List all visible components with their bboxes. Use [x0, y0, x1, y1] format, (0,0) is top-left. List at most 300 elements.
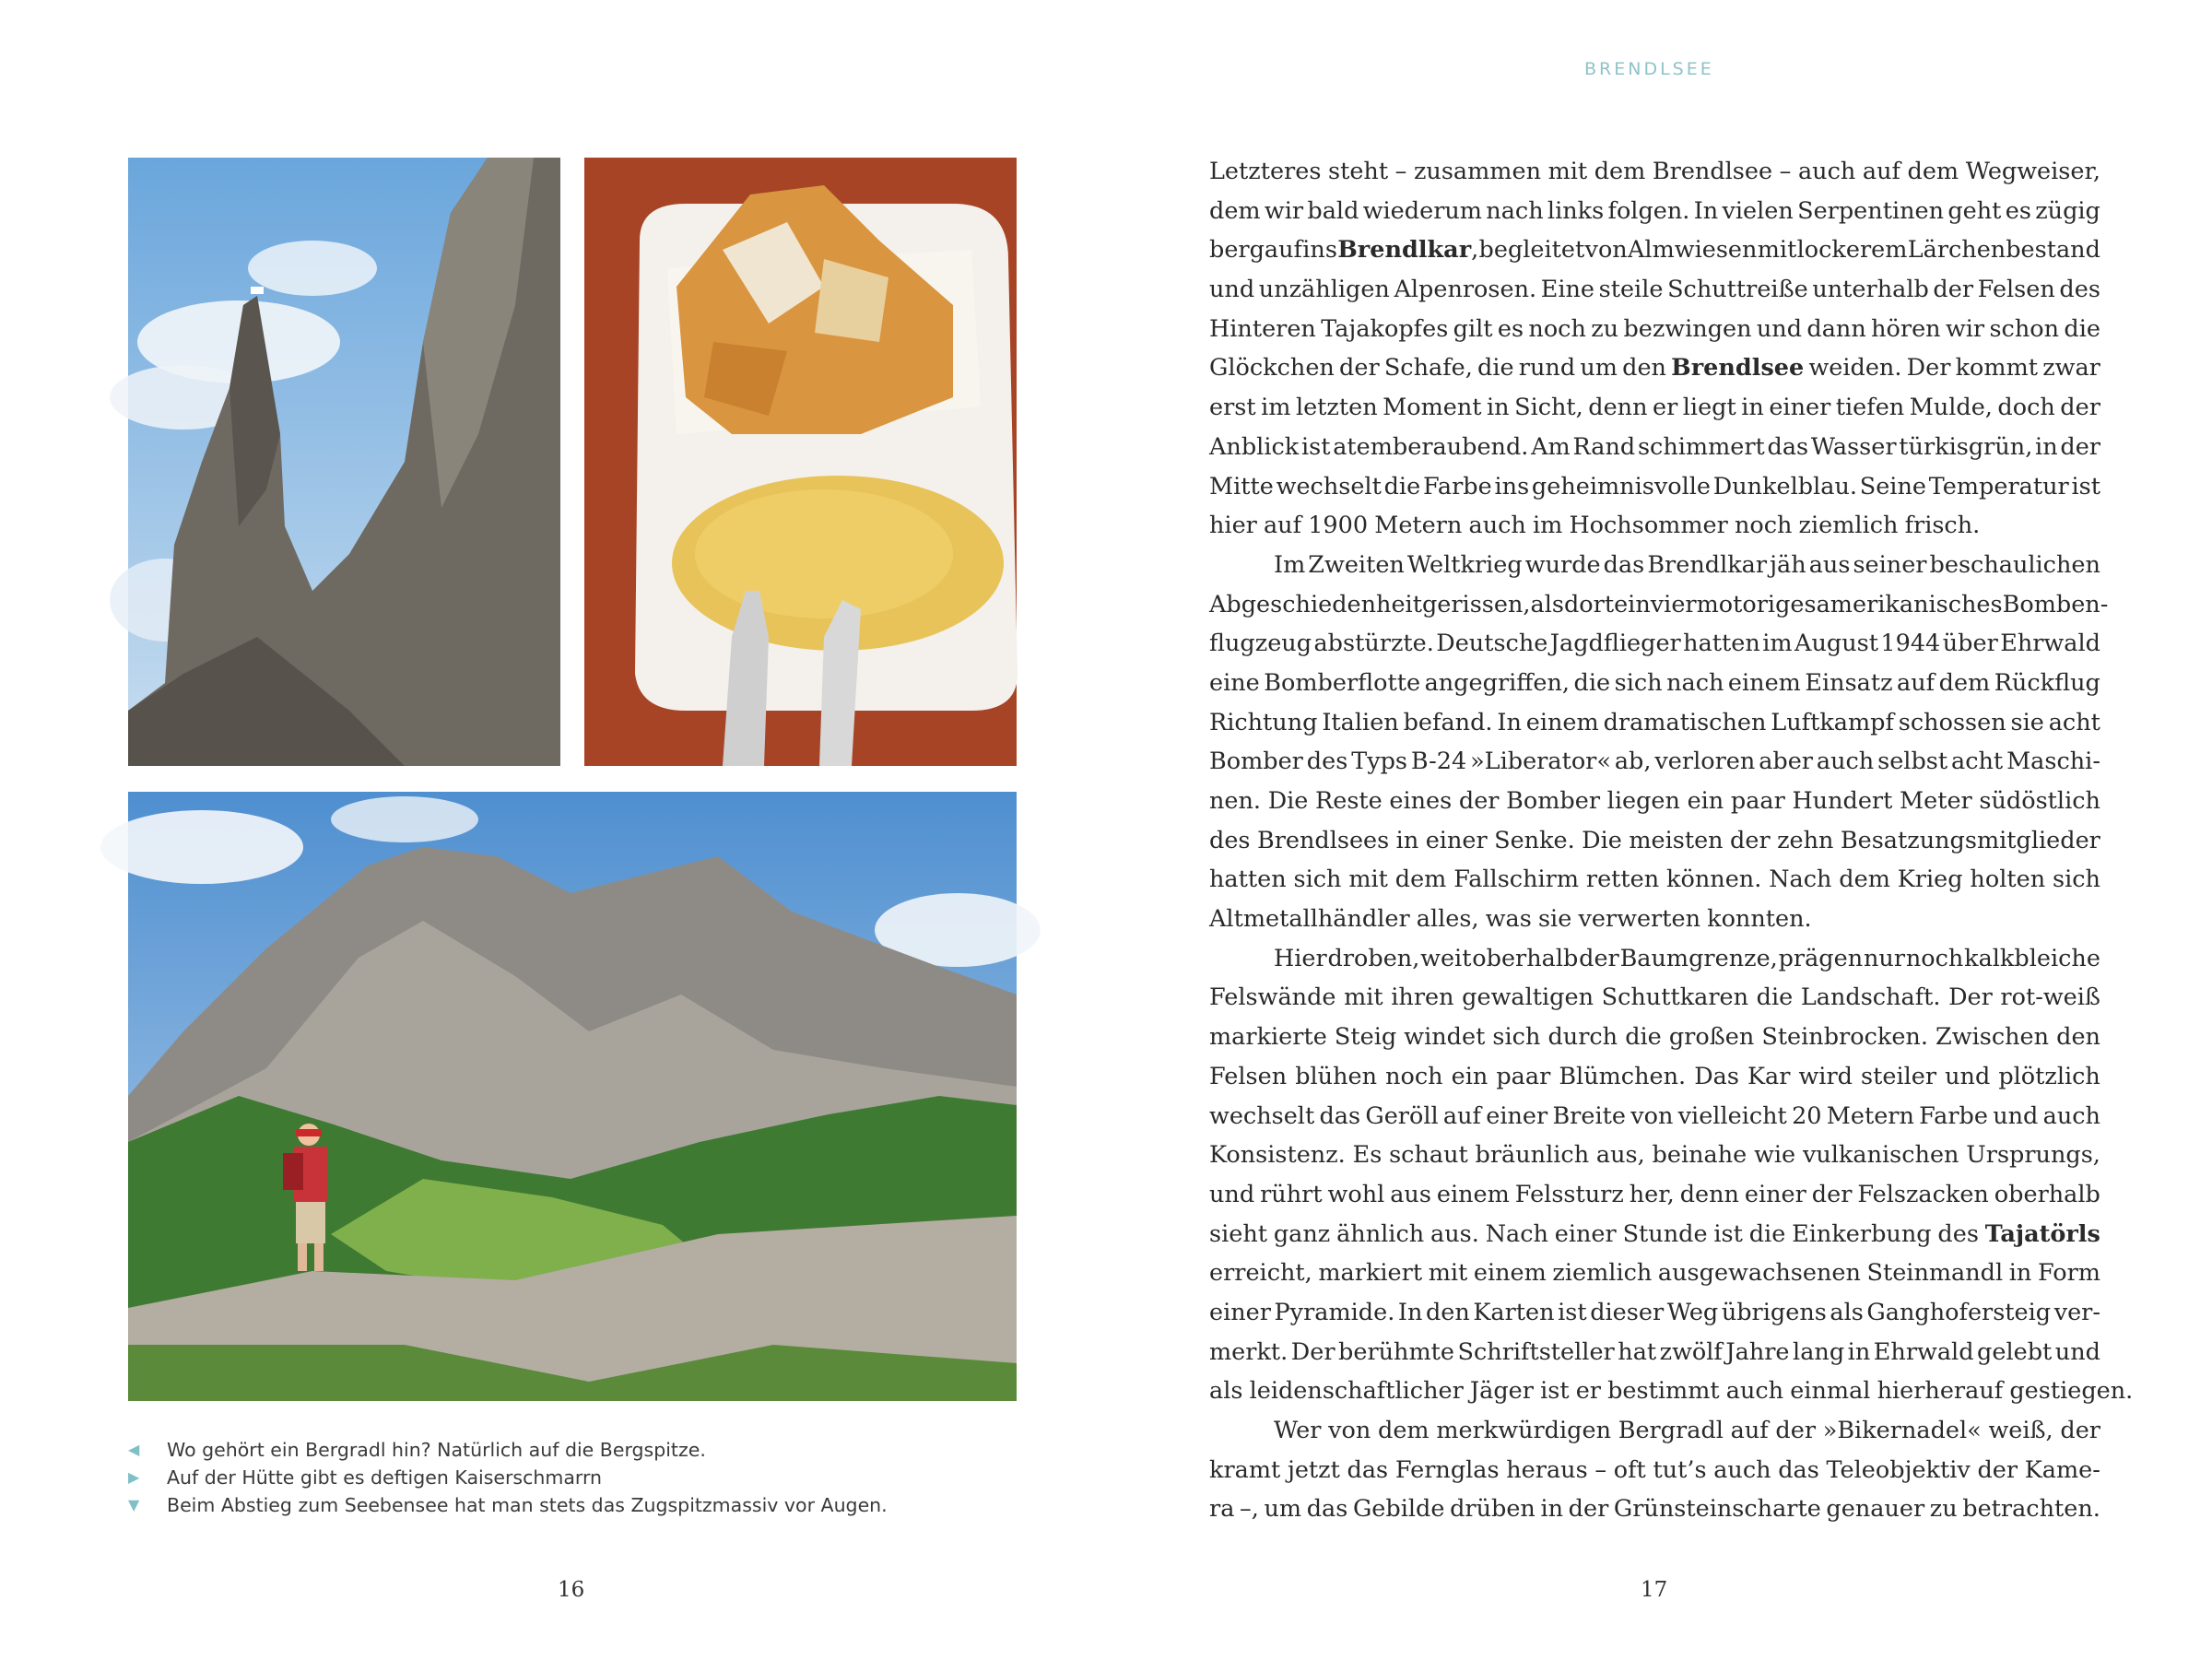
word: Jäger	[1469, 1377, 1534, 1406]
word: drüben	[1450, 1495, 1535, 1524]
word: Bomben-	[2002, 590, 2109, 618]
word: Brendlsee	[1652, 158, 1773, 185]
word: dieser	[1590, 1298, 1665, 1326]
word: ein	[1451, 1062, 1488, 1090]
word: berühmte	[1338, 1337, 1454, 1366]
word: nur	[1863, 944, 1906, 972]
rock-pinnacle-photo	[128, 158, 560, 766]
word: acht	[2048, 708, 2100, 736]
word: Geröll	[1365, 1101, 1439, 1130]
word: Nach	[1769, 865, 1832, 894]
word: angegriffen,	[1424, 668, 1571, 697]
word: Felssturz	[1514, 1180, 1624, 1208]
word: einem	[1436, 1180, 1510, 1208]
word: betrachten.	[1962, 1495, 2100, 1524]
word: ihren	[1391, 983, 1454, 1012]
word: schaut	[1389, 1141, 1468, 1170]
word: wechselt	[1209, 1101, 1315, 1130]
caption-text: Auf der Hütte gibt es deftigen Kaiserschmarrn	[167, 1466, 603, 1489]
word: in	[1847, 1337, 1871, 1366]
word: Italien	[1322, 708, 1399, 736]
word: zwölf	[1659, 1337, 1723, 1366]
word	[1337, 230, 1478, 270]
text-line	[1209, 1451, 2100, 1490]
word: Hundert	[1792, 787, 1893, 815]
word: wohl	[1327, 1180, 1385, 1208]
word: von	[1328, 1417, 1371, 1444]
word: Gebilde	[1352, 1495, 1445, 1524]
word: großen	[1668, 1023, 1755, 1052]
word: das	[1767, 432, 1809, 461]
word: Landschaft.	[1800, 983, 1941, 1012]
word: in	[1395, 826, 1419, 854]
body-text	[1209, 152, 2134, 1529]
word: verloren	[1654, 748, 1756, 776]
word: aus	[1390, 1180, 1431, 1208]
kaiserschmarrn-photo	[584, 158, 1017, 766]
word: markiert	[1318, 1259, 1423, 1288]
word: und	[1209, 1180, 1255, 1208]
word: kramt	[1209, 1455, 1281, 1484]
word: einem	[1727, 668, 1801, 697]
word: dem	[1839, 865, 1890, 894]
word: –	[1594, 1455, 1607, 1484]
word: der	[2060, 1417, 2100, 1444]
bold-term: Brendlsee	[1671, 354, 1805, 383]
text-line	[1209, 742, 2100, 782]
word: Schafe,	[1383, 354, 1473, 383]
word: Luftkampf	[1771, 708, 1894, 736]
word: ins	[1302, 236, 1337, 265]
caption-text: Wo gehört ein Bergradl hin? Natürlich auf die Bergspitze.	[167, 1439, 706, 1461]
word: und	[1945, 1062, 1991, 1090]
text-line	[1209, 585, 2109, 625]
word: Steinmandl	[1866, 1259, 2004, 1288]
word: Der	[1948, 983, 1993, 1012]
word: wie	[1754, 1141, 1796, 1170]
word: Der	[1290, 1337, 1335, 1366]
word: Jahre	[1725, 1337, 1790, 1366]
photo-captions	[128, 1436, 1031, 1519]
word: in	[2008, 1259, 2032, 1288]
word: das	[1319, 1101, 1361, 1130]
word: der	[1933, 276, 1974, 304]
text-line	[1209, 1333, 2100, 1372]
word: vulkanischen	[1802, 1141, 1959, 1170]
word: Felsen	[1977, 276, 2055, 304]
zugspitze-panorama-photo	[128, 792, 1017, 1401]
word: der	[1579, 944, 1619, 972]
word: es	[1497, 314, 1524, 343]
word: weit	[1420, 944, 1472, 972]
word: nen.	[1209, 787, 1262, 815]
word: unzähligen	[1258, 276, 1390, 304]
word: geheimnisvolle	[1531, 472, 1712, 500]
word: 1944	[1880, 630, 1941, 658]
word: erreicht,	[1209, 1259, 1312, 1288]
word: Eine	[1540, 276, 1595, 304]
text-line	[1209, 270, 2100, 310]
word: auf	[1730, 1417, 1769, 1444]
word: den	[1425, 1298, 1470, 1326]
word: noch	[1385, 1062, 1443, 1090]
word: den	[1622, 354, 1666, 383]
text-line	[1209, 1175, 2100, 1215]
word: ist	[1558, 1298, 1587, 1326]
word: Moment	[1382, 394, 1482, 422]
word: steile	[1598, 276, 1664, 304]
word: des	[2059, 276, 2100, 304]
text-line	[1209, 782, 2100, 821]
word: frisch.	[1904, 512, 1981, 540]
word: des	[1937, 1219, 1979, 1248]
word: Fernglas	[1394, 1455, 1500, 1484]
word: Am	[1531, 432, 1571, 461]
word: genauer	[1826, 1495, 1925, 1524]
word: Typs	[1351, 748, 1408, 776]
word: als	[1530, 590, 1564, 618]
word: wir	[1945, 314, 1985, 343]
word: als	[1830, 1298, 1864, 1326]
word: das	[1778, 1455, 1819, 1484]
word: einmal	[1790, 1377, 1871, 1406]
word: des	[1209, 826, 1251, 854]
word: denn	[1588, 394, 1648, 422]
word: Metern	[1374, 512, 1463, 540]
text-line	[1209, 388, 2100, 428]
word: vielleicht	[1677, 1101, 1787, 1130]
word: der	[1775, 1417, 1817, 1444]
word: doch	[1997, 394, 2055, 422]
word: sie	[1537, 905, 1572, 934]
caption-text: Beim Abstieg zum Seebensee hat man stets das Zugspitzmassiv vor Augen.	[167, 1494, 888, 1516]
word: befand.	[1403, 708, 1493, 736]
word: ein	[1687, 787, 1724, 815]
word: schon	[1989, 314, 2060, 343]
word: Bomber	[1209, 748, 1303, 776]
word: einer	[1744, 1180, 1806, 1208]
word: dann	[1806, 314, 1866, 343]
word: noch	[1734, 512, 1793, 540]
word: tiefen	[1835, 394, 1905, 422]
word: liegen	[1606, 787, 1680, 815]
word: Altmetallhändler	[1209, 905, 1410, 934]
word: ausgewachsenen	[1657, 1259, 1861, 1288]
word: Abgeschiedenheit	[1209, 590, 1422, 618]
word: –	[1779, 158, 1792, 185]
word: oft	[1613, 1455, 1646, 1484]
word: ganz	[1273, 1219, 1331, 1248]
word: sich	[2052, 865, 2100, 894]
text-line	[1209, 230, 2100, 270]
down-arrow-icon: ▼	[128, 1496, 140, 1513]
word: das	[1347, 1455, 1389, 1484]
text-line	[1209, 1411, 2100, 1451]
word: den	[2056, 1023, 2100, 1052]
word: weiden.	[1808, 354, 1902, 383]
word: auch	[1713, 1455, 1771, 1484]
word: lang	[1793, 1337, 1845, 1366]
word: –	[1394, 158, 1407, 185]
word: gilt	[1453, 314, 1493, 343]
word: zehn	[1777, 826, 1834, 854]
word: in	[1540, 1495, 1564, 1524]
word: die	[1573, 668, 1611, 697]
page-number-left: 16	[558, 1578, 585, 1602]
word: schimmert	[1637, 432, 1765, 461]
word: von	[1630, 1101, 1674, 1130]
word: Schriftsteller	[1457, 1337, 1615, 1366]
word: beinahe	[1652, 1141, 1747, 1170]
text-line	[1209, 1097, 2100, 1136]
word: im	[1762, 630, 1793, 658]
word: Alpenrosen.	[1394, 276, 1537, 304]
word: tut’s	[1653, 1455, 1707, 1484]
word: Glöckchen	[1209, 354, 1335, 383]
word: rührt	[1260, 1180, 1323, 1208]
word: Almwiesen	[1628, 236, 1758, 265]
word: plötzlich	[1998, 1062, 2100, 1090]
word: konnten.	[1707, 905, 1812, 934]
word: Kar	[1747, 1062, 1791, 1090]
word: der	[1568, 1495, 1609, 1524]
word: 1900	[1308, 512, 1369, 540]
word: Die	[1267, 787, 1309, 815]
word: selbst	[1877, 748, 1948, 776]
word: retten	[1585, 865, 1660, 894]
word: die	[2064, 314, 2100, 343]
word: viermotoriges	[1650, 590, 1817, 618]
word: Ehrwald	[2000, 630, 2100, 658]
word: mit	[1547, 158, 1588, 185]
word: Schuttkaren	[1601, 983, 1749, 1012]
word: auch	[1468, 512, 1526, 540]
word: bezwingen	[1623, 314, 1752, 343]
text-line	[1209, 1293, 2100, 1333]
word: oberhalb	[1994, 1180, 2100, 1208]
word: letzten	[1295, 394, 1378, 422]
word: Krieg	[1897, 865, 1963, 894]
caption-item	[128, 1436, 1031, 1464]
word: gelebt	[1977, 1337, 2053, 1366]
text-line	[1209, 939, 2100, 979]
word: wir	[1264, 196, 1304, 225]
word: ra	[1209, 1495, 1235, 1524]
word: sie	[2010, 708, 2044, 736]
word: Ganghofersteig	[1866, 1298, 2052, 1326]
page-number-right: 17	[1641, 1578, 1668, 1602]
word: schossen	[1898, 708, 2006, 736]
word: paar	[1496, 1062, 1551, 1090]
word: des	[1306, 748, 1348, 776]
word: Zweiten	[1308, 550, 1405, 579]
punctuation: ,	[1471, 236, 1479, 265]
word: Felsen	[1209, 1062, 1288, 1090]
word: sieht	[1209, 1219, 1268, 1248]
word: eine	[1209, 668, 1260, 697]
word: Wasser	[1810, 432, 1897, 461]
word: mit	[1428, 1259, 1468, 1288]
word: kommt	[1955, 354, 2038, 383]
word: können.	[1666, 865, 1762, 894]
bold-term: Tajatörls	[1984, 1219, 2100, 1248]
word: der	[2060, 394, 2100, 422]
word: dem	[1594, 158, 1646, 185]
word: Wegweiser,	[1965, 158, 2100, 185]
word: Rand	[1572, 432, 1636, 461]
word: B-24	[1410, 748, 1467, 776]
word: windet	[1404, 1023, 1486, 1052]
word: einer	[1209, 1298, 1271, 1326]
word: aus,	[1595, 1141, 1645, 1170]
text-line	[1209, 428, 2100, 467]
word: paar	[1730, 787, 1785, 815]
word: wechselt	[1276, 472, 1382, 500]
word: Reste	[1315, 787, 1382, 815]
word: –,	[1240, 1495, 1259, 1524]
word: im	[1261, 394, 1291, 422]
running-head: BRENDLSEE	[1584, 59, 1714, 79]
word: einer	[1425, 826, 1488, 854]
word: Wer	[1274, 1417, 1322, 1444]
word: jäh	[1770, 550, 1806, 579]
word: Einsatz	[1805, 668, 1893, 697]
word: Felswände	[1209, 983, 1336, 1012]
word: aus.	[1430, 1219, 1479, 1248]
word: verwerten	[1578, 905, 1700, 934]
bold-term: Brendlkar	[1337, 236, 1472, 265]
word: übrigens	[1721, 1298, 1827, 1326]
word: durch	[1547, 1023, 1618, 1052]
word: auch	[1797, 158, 1856, 185]
word: Temperatur	[1928, 472, 2069, 500]
text-line	[1209, 546, 2100, 585]
word: Mulde,	[1909, 394, 1993, 422]
word: sich	[1293, 865, 1342, 894]
word: Form	[2037, 1259, 2100, 1288]
word: hat	[1618, 1337, 1657, 1366]
word: »Bikernadel«	[1822, 1417, 1982, 1444]
word: im	[1532, 512, 1563, 540]
word: auch	[1816, 748, 1875, 776]
word: dem	[1938, 668, 1991, 697]
word: in	[1741, 394, 1764, 422]
caption-item	[128, 1464, 1031, 1491]
word: zu	[1591, 314, 1619, 343]
word: Karten	[1473, 1298, 1555, 1326]
word: zwar	[2042, 354, 2100, 383]
word: kalkbleiche	[1964, 944, 2100, 972]
word: die	[1477, 354, 1514, 383]
word: Maschi-	[2006, 748, 2100, 776]
word: Ehrwald	[1873, 1337, 1974, 1366]
word: die	[1383, 472, 1421, 500]
word: Lärchenbestand	[1907, 236, 2100, 265]
word: steiler	[1861, 1062, 1937, 1090]
word: Zwischen	[1936, 1023, 2050, 1052]
word: der	[1339, 354, 1380, 383]
word: »Liberator«	[1470, 748, 1611, 776]
word: aber	[1759, 748, 1813, 776]
text-line	[1209, 900, 2100, 939]
word: rund	[1518, 354, 1576, 383]
word: Seine	[1859, 472, 1926, 500]
word: um	[1580, 354, 1618, 383]
word: auf	[1263, 512, 1302, 540]
word: der	[1458, 787, 1500, 815]
word: Schuttreiße	[1667, 276, 1808, 304]
word: auch	[2042, 1101, 2100, 1130]
word: südöstlich	[1979, 787, 2100, 815]
word: mit	[1757, 236, 1797, 265]
word: eines	[1389, 787, 1453, 815]
word: auf	[1442, 1101, 1481, 1130]
word: Senke.	[1494, 826, 1575, 854]
word: in	[1487, 394, 1510, 422]
word: Hochsommer	[1569, 512, 1728, 540]
word: die	[1625, 1023, 1662, 1052]
word: auf	[1897, 668, 1936, 697]
text-line	[1209, 703, 2100, 743]
word: flugzeug	[1209, 630, 1312, 658]
text-line	[1209, 1136, 2100, 1175]
text-line	[1209, 1057, 2100, 1097]
word: und	[1756, 314, 1803, 343]
word: Im	[1274, 550, 1306, 579]
word: mit	[1348, 865, 1388, 894]
left-arrow-icon: ◀	[128, 1441, 140, 1458]
word: Tajakopfes	[1321, 314, 1449, 343]
word: holten	[1970, 865, 2046, 894]
word: Fallschirm	[1453, 865, 1580, 894]
word: auch	[1725, 1377, 1784, 1406]
word: der	[2060, 432, 2100, 461]
word: der	[1811, 1180, 1853, 1208]
word: Meter	[1900, 787, 1972, 815]
word: Bomberflotte	[1264, 668, 1421, 697]
word: ziemlich	[1798, 512, 1899, 540]
text-line	[1209, 1254, 2100, 1293]
word: Hier	[1274, 944, 1327, 972]
word: ins	[1494, 472, 1530, 500]
word: Besatzungsmitglieder	[1840, 826, 2100, 854]
word: sich	[1492, 1023, 1541, 1052]
word: dramatischen	[1603, 708, 1767, 736]
word: Pyramide.	[1274, 1298, 1395, 1326]
word: Felszacken	[1857, 1180, 1989, 1208]
word: einer	[1769, 394, 1831, 422]
word: Kame-	[2024, 1455, 2100, 1484]
word: das	[1306, 1495, 1348, 1524]
word: jetzt	[1287, 1455, 1340, 1484]
text-line	[1209, 978, 2100, 1018]
word: Mitte	[1209, 472, 1274, 500]
word: dem	[1378, 1417, 1430, 1444]
word: In	[1497, 708, 1522, 736]
text-line	[1209, 1215, 2100, 1254]
word: Letzteres	[1209, 158, 1322, 185]
word: folgen.	[1607, 196, 1690, 225]
word: meisten	[1629, 826, 1724, 854]
word: atemberaubend.	[1333, 432, 1529, 461]
word: um	[1264, 1495, 1302, 1524]
word: wird	[1798, 1062, 1853, 1090]
word: prägen	[1778, 944, 1864, 972]
word: Baumgrenze,	[1619, 944, 1778, 972]
word: hierherauf	[1877, 1377, 2004, 1406]
word: begleitet	[1478, 236, 1585, 265]
word: Der	[1906, 354, 1951, 383]
